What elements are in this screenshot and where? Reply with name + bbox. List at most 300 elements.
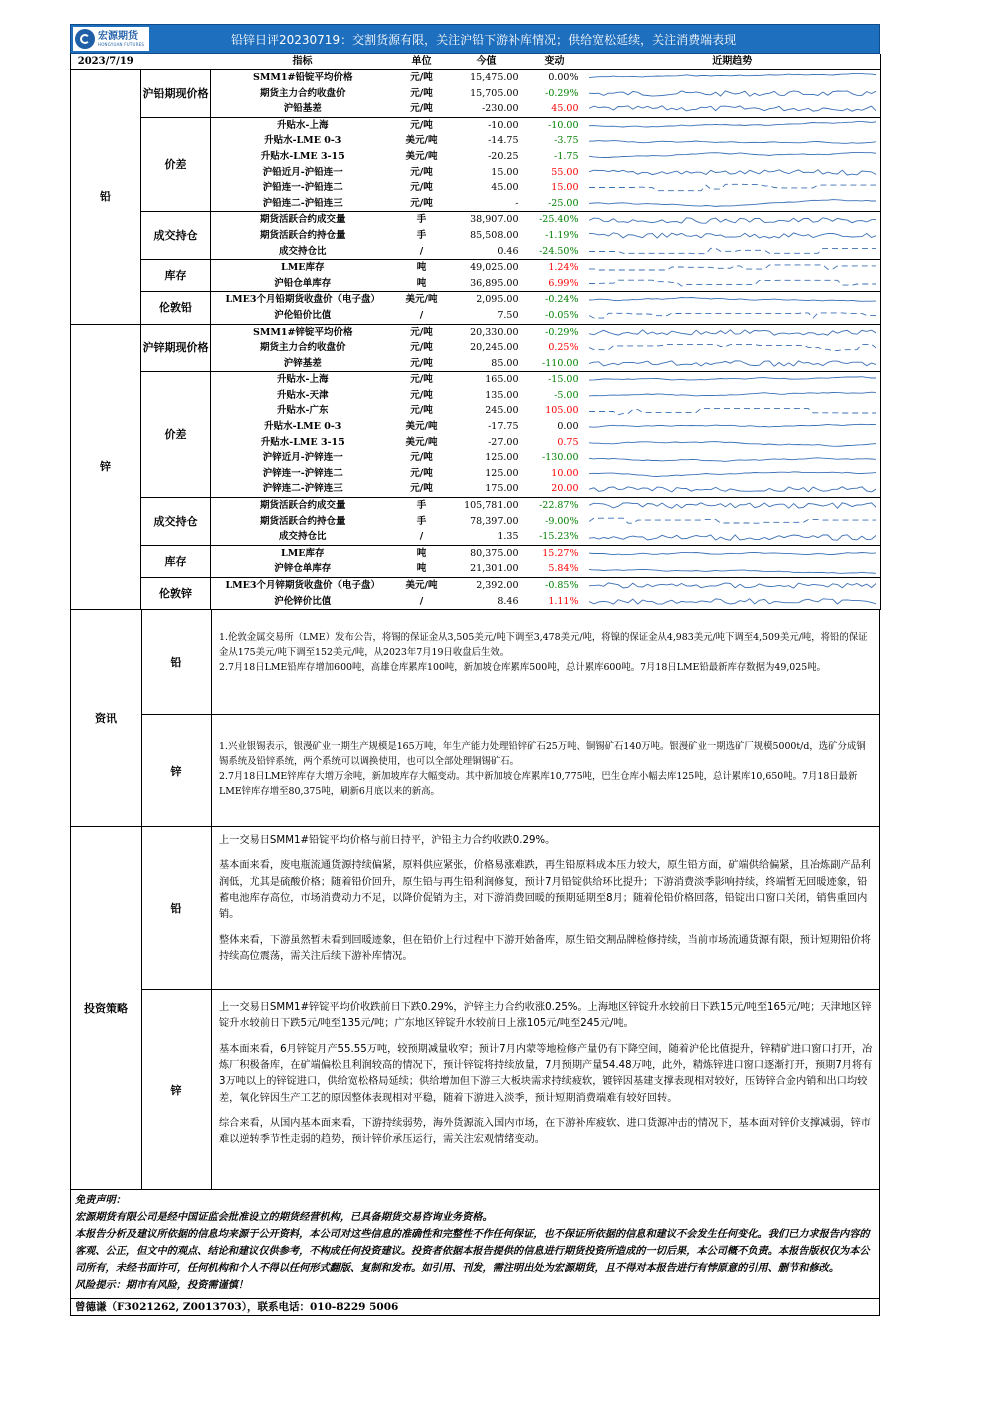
trend-sparkline (589, 213, 877, 228)
unit-cell: 元/吨 (410, 166, 433, 178)
indicator-name: 升贴水-LME 0-3 (264, 421, 342, 433)
trend-sparkline (589, 498, 877, 513)
disclaimer-line: 风险提示：期市有风险，投资需谨慎！ (75, 1280, 249, 1292)
today-value: 135.00 (485, 389, 519, 401)
unit-cell: 元/吨 (395, 356, 449, 372)
trend-sparkline (589, 101, 877, 116)
sparkline-line (589, 425, 877, 428)
today-value: - (449, 196, 525, 212)
unit-cell: 元/吨 (410, 405, 433, 417)
trend-sparkline (589, 466, 877, 481)
col-change: 变动 (525, 54, 585, 70)
trend-sparkline (589, 419, 877, 434)
strategy-lead-label: 铅 (141, 827, 212, 989)
trend-cell (585, 356, 881, 372)
trend-cell (585, 481, 881, 497)
unit-cell: / (395, 529, 449, 545)
strategy-section (70, 827, 880, 1190)
unit-cell: 元/吨 (410, 72, 433, 83)
sparkline-line (589, 361, 877, 366)
unit-cell: / (395, 594, 449, 610)
table-row (71, 545, 881, 561)
sparkline-line (589, 74, 877, 78)
sparkline-line (589, 472, 877, 477)
trend-cell (585, 388, 881, 404)
category-label: 库存 (141, 260, 211, 292)
indicator-name: LME3个月锌期货收盘价（电子盘） (225, 580, 381, 591)
trend-sparkline (589, 578, 877, 593)
indicator-name: 期货主力合约收盘价 (259, 87, 346, 99)
report-sheet (70, 24, 880, 1316)
metal-label: 铅 (71, 70, 141, 325)
sparkline-line (589, 200, 877, 207)
indicator-name: 期货主力合约收盘价 (259, 342, 346, 354)
trend-cell (585, 86, 881, 102)
today-value: 2,392.00 (476, 580, 519, 591)
category-label: 库存 (141, 545, 211, 577)
today-value: 7.50 (449, 308, 525, 324)
trend-sparkline (589, 530, 877, 545)
today-value: 105,781.00 (464, 500, 519, 512)
trend-sparkline (589, 149, 877, 164)
change-value: 1.24% (548, 262, 579, 274)
sparkline-line (589, 457, 877, 461)
column-header-row (71, 54, 881, 70)
unit-cell: 美元/吨 (405, 294, 438, 306)
indicator-name: 升贴水-天津 (277, 389, 329, 401)
trend-cell (585, 196, 881, 212)
sparkline-line (589, 280, 877, 286)
indicator-name: 期货活跃合约成交量 (259, 214, 346, 226)
report-date: 2023/7/19 (71, 54, 141, 70)
trend-cell (585, 578, 881, 594)
change-value: 15.00 (551, 182, 579, 194)
today-value: 8.46 (449, 594, 525, 610)
sparkline-line (589, 534, 877, 539)
trend-sparkline (589, 118, 877, 133)
sparkline-line (589, 408, 877, 414)
unit-cell: / (395, 308, 449, 324)
trend-sparkline (589, 325, 877, 340)
today-value: 38,907.00 (470, 214, 519, 226)
today-value: -20.25 (488, 150, 519, 162)
table-row (71, 117, 881, 133)
unit-cell: 元/吨 (410, 467, 433, 479)
unit-cell: 元/吨 (410, 342, 433, 354)
indicator-name: 成交持仓比 (211, 244, 395, 260)
sparkline-line (589, 503, 877, 508)
data-table (70, 54, 881, 610)
indicator-name: 沪锌连一-沪锌连二 (262, 467, 343, 479)
today-value: -14.75 (488, 135, 519, 147)
category-label: 价差 (141, 372, 211, 498)
today-value: 15,475.00 (470, 72, 519, 83)
news-zinc (141, 715, 879, 826)
indicator-name: 期货活跃合约持仓量 (259, 229, 346, 241)
change-value: 105.00 (545, 405, 579, 417)
unit-cell: 元/吨 (395, 196, 449, 212)
sparkline-line (589, 330, 877, 335)
trend-sparkline (589, 180, 877, 195)
report-title: 铅锌日评20230719：交割货源有限，关注沪铅下游补库情况；供给宽松延续，关注消费端表现 (231, 33, 737, 47)
trend-sparkline (589, 388, 877, 403)
strategy-paragraph: 基本面来看，6月锌锭月产55.55万吨，较预期减量收窄；预计7月内蒙等地检修产量仍有下降空间，随着沪伦比值提升，锌精矿进口窗口打开，冶炼厂积极备库，在矿端偏松且利润较高的情况下，预计锌锭将持续放量，7月预期产量54.48万吨，此外，精炼锌进口窗口逐渐打开，预期7月将有3万吨以上的锌锭进口，供给宽松格局延续；供给增加但下游三大板块需求持续疲软，镀锌因基建支撑表现相对较好，压铸锌合金内销和出口均较差，氧化锌因生产工艺的原因整体表现相对平稳，随着下游进入淡季，预计短期消费端难有较好回转。 (219, 1043, 873, 1104)
sparkline-line (589, 553, 877, 555)
unit-cell: 吨 (416, 262, 427, 274)
today-value: 85.00 (449, 356, 525, 372)
disclaimer-line: 本报告分析及建议所依据的信息均来源于公开资料，本公司对这些信息的准确性和完整性不作任何保证，也不保证所依据的信息和建议不会发生任何变化。我们已力求报告内容的客观、公正，但文中的观点、结论和建议仅供参考，不构成任何投资建议。投资者依据本报告提供的信息进行期货投资所造成的一切后果，本公司概不负责。本报告版权仅为本公司所有，未经书面许可，任何机构和个人不得以任何形式翻版、复制和发布。如引用、刊发，需注明出处为宏源期货，且不得对本报告进行有悖原意的引用、删节和修改。 (75, 1229, 870, 1275)
today-value: 15,705.00 (470, 87, 519, 99)
news-item: 1.兴业银锡表示，银漫矿业一期生产规模是165万吨，年生产能力处理铅锌矿石25万吨、铜锡矿石140万吨。银漫矿业一期选矿厂规模5000t/d，选矿分成铜锡系统及铅锌系统，两个系统可以调换使用，也可以全部处理铜锡矿石。 (219, 741, 866, 768)
indicator-name: 沪铅连一-沪铅连二 (262, 182, 343, 194)
indicator-name: 期货活跃合约成交量 (259, 500, 346, 512)
unit-cell: 元/吨 (410, 87, 433, 99)
unit-cell: 手 (416, 515, 427, 527)
table-row (71, 324, 881, 340)
change-value: -15.00 (548, 374, 579, 386)
change-value: 15.27% (542, 547, 579, 559)
unit-cell: 美元/吨 (405, 150, 438, 162)
trend-cell (585, 419, 881, 435)
change-value: -0.24% (545, 294, 579, 306)
sparkline-line (589, 140, 877, 143)
indicator-name: LME库存 (281, 547, 325, 559)
news-lead (141, 610, 879, 715)
trend-cell (585, 101, 881, 117)
table-row (71, 372, 881, 388)
today-value: 1.35 (449, 529, 525, 545)
unit-cell: 元/吨 (410, 452, 433, 464)
trend-sparkline (589, 70, 877, 85)
trend-cell (585, 594, 881, 610)
indicator-name: 沪锌近月-沪锌连一 (262, 452, 343, 464)
change-value: 0.00% (548, 72, 579, 83)
trend-cell (585, 165, 881, 181)
indicator-name: 沪锌连二-沪锌连三 (211, 481, 395, 497)
trend-sparkline (589, 228, 877, 243)
sparkline-line (589, 313, 877, 318)
category-label: 伦敦锌 (141, 578, 211, 610)
trend-cell (585, 292, 881, 308)
indicator-name: 升贴水-LME 3-15 (260, 436, 345, 448)
trend-sparkline (589, 308, 877, 323)
trend-cell (585, 228, 881, 244)
trend-sparkline (589, 562, 877, 577)
unit-cell: 元/吨 (410, 182, 433, 194)
indicator-name: 沪伦铅价比值 (211, 308, 395, 324)
sparkline-line (589, 233, 877, 238)
today-value: 20,330.00 (470, 326, 519, 338)
indicator-name: 沪铅仓单库存 (211, 276, 395, 292)
trend-cell (585, 180, 881, 196)
unit-cell: / (395, 244, 449, 260)
indicator-name: SMM1#锌锭平均价格 (253, 326, 353, 338)
category-label: 沪铅期现价格 (141, 70, 211, 118)
trend-cell (585, 340, 881, 356)
indicator-name: 升贴水-LME 0-3 (264, 135, 342, 147)
today-value: 36,895.00 (449, 276, 525, 292)
today-value: 80,375.00 (470, 547, 519, 559)
indicator-name: LME库存 (281, 262, 325, 274)
trend-sparkline (589, 594, 877, 609)
today-value: 45.00 (491, 182, 519, 194)
today-value: 15.00 (491, 166, 519, 178)
change-value: -0.85% (545, 580, 579, 591)
indicator-name: 期货活跃合约持仓量 (259, 515, 346, 527)
trend-sparkline (589, 546, 877, 561)
sparkline-line (589, 569, 877, 573)
analyst-contact: 曾德谦（F3021262, Z0013703），联系电话：010-8229 5006 (70, 1299, 880, 1316)
unit-cell: 元/吨 (410, 374, 433, 386)
trend-sparkline (589, 134, 877, 149)
trend-cell (585, 244, 881, 260)
col-indicator: 指标 (211, 54, 395, 70)
sparkline-line (589, 376, 877, 379)
strategy-paragraph: 基本面来看，废电瓶流通货源持续偏紧，原料供应紧张，价格易涨难跌，再生铅原料成本压力较大，原生铅方面，矿端供给偏紧，且冶炼副产品利润低，尤其是硫酸价格；随着铅价回升，原生铅与再生铅利润修复，预计7月铅锭供给环比提升；下游消费淡季影响持续，终端暂无回暖迹象，铅蓄电池库存高位，市场消费动力不足，以降价促销为主，对下游消费回暖的预期延期至8月；随着伦铅价格回落，铅锭出口窗口关闭，销售重回内销。 (219, 860, 871, 921)
trend-sparkline (589, 293, 877, 308)
trend-sparkline (589, 435, 877, 450)
trend-cell (585, 545, 881, 561)
unit-cell: 吨 (395, 561, 449, 577)
news-item: 2.7月18日LME锌库存大增万余吨，新加坡库存大幅变动。其中新加坡仓库累库10,775吨，巴生仓库小幅去库125吨，总计累库10,650吨。7月18日最新LME锌库存增至80,375吨，刷新6月底以来的新高。 (219, 771, 858, 798)
unit-cell: 美元/吨 (405, 135, 438, 147)
trend-sparkline (589, 340, 877, 355)
today-value: -27.00 (488, 436, 519, 448)
category-label: 沪锌期现价格 (141, 324, 211, 372)
trend-cell (585, 403, 881, 419)
trend-cell (585, 149, 881, 165)
trend-cell (585, 260, 881, 276)
table-row (71, 70, 881, 86)
change-value: -25.40% (539, 214, 579, 226)
unit-cell: 美元/吨 (405, 421, 438, 433)
indicator-name: 沪铅连二-沪铅连三 (211, 196, 395, 212)
indicator-name: 沪铅基差 (211, 101, 395, 117)
today-value: 0.46 (449, 244, 525, 260)
table-row (71, 578, 881, 594)
indicator-name: 成交持仓比 (211, 529, 395, 545)
today-value: 165.00 (485, 374, 519, 386)
today-value: 175.00 (449, 481, 525, 497)
today-value: 21,301.00 (449, 561, 525, 577)
unit-cell: 美元/吨 (405, 580, 438, 591)
trend-cell (585, 70, 881, 86)
sparkline-line (589, 392, 877, 396)
unit-cell: 吨 (416, 547, 427, 559)
strategy-paragraph: 上一交易日SMM1#锌锭平均价收跌前日下跌0.29%，沪锌主力合约收涨0.25%。上海地区锌锭升水较前日下跌15元/吨至165元/吨；天津地区锌锭升水较前日下跌5元/吨至135元/吨；广东地区锌锭升水较前日上涨105元/吨至245元/吨。 (219, 1002, 872, 1030)
table-row (71, 260, 881, 276)
trend-sparkline (589, 165, 877, 180)
sparkline-line (589, 248, 877, 253)
trend-cell (585, 133, 881, 149)
unit-cell: 手 (416, 214, 427, 226)
trend-sparkline (589, 373, 877, 388)
indicator-name: 沪锌基差 (211, 356, 395, 372)
trend-sparkline (589, 356, 877, 371)
trend-sparkline (589, 244, 877, 259)
news-section (70, 610, 880, 827)
news-lead-label: 铅 (141, 610, 212, 714)
sparkline-line (589, 297, 877, 301)
col-unit: 单位 (395, 54, 449, 70)
today-value: 85,508.00 (470, 229, 519, 241)
change-value: -15.23% (525, 529, 585, 545)
logo-name-en: HONGYUAN FUTURES (98, 41, 145, 47)
trend-cell (585, 276, 881, 292)
change-value: 0.25% (548, 342, 579, 354)
col-trend: 近期趋势 (585, 54, 881, 70)
category-label: 成交持仓 (141, 498, 211, 546)
disclaimer (70, 1190, 880, 1299)
change-value: -0.05% (525, 308, 585, 324)
company-logo (73, 27, 149, 51)
category-label: 成交持仓 (141, 212, 211, 260)
trend-sparkline (589, 260, 877, 275)
news-zinc-label: 锌 (141, 715, 212, 826)
trend-sparkline (589, 482, 877, 497)
today-value: 125.00 (485, 467, 519, 479)
change-value: -9.00% (545, 515, 579, 527)
change-value: 0.00 (557, 421, 579, 433)
indicator-name: 沪铅近月-沪铅连一 (262, 166, 343, 178)
today-value: -230.00 (449, 101, 525, 117)
today-value: 245.00 (485, 405, 519, 417)
indicator-name: LME3个月铅期货收盘价（电子盘） (225, 294, 381, 306)
change-value: -22.87% (539, 500, 579, 512)
trend-cell (585, 212, 881, 228)
unit-cell: 美元/吨 (405, 436, 438, 448)
today-value: 78,397.00 (470, 515, 519, 527)
sparkline-line (589, 265, 877, 270)
change-value: -24.50% (525, 244, 585, 260)
news-item: 1.伦敦金属交易所（LME）发布公告，将锡的保证金从3,505美元/吨下调至3,478美元/吨，将镍的保证金从4,983美元/吨下调至4,509美元/吨，将铅的保证金从175美元/吨下调至152美元/吨，从2023年7月19日收盘后生效。 (219, 632, 868, 659)
change-value: 1.11% (525, 594, 585, 610)
strategy-paragraph: 整体来看，下游虽然暂未看到回暖迹象，但在铅价上行过程中下游开始备库，原生铅交割品牌检修持续，当前市场流通货源有限，预计短期铅价将持续高位震荡，需关注后续下游补库情况。 (219, 934, 871, 962)
strategy-zinc (141, 990, 879, 1189)
today-value: -17.75 (488, 421, 519, 433)
indicator-name: 升贴水-上海 (277, 119, 329, 131)
trend-cell (585, 466, 881, 482)
sparkline-line (589, 487, 877, 492)
trend-cell (585, 514, 881, 530)
trend-sparkline (589, 276, 877, 291)
sparkline-line (589, 442, 877, 447)
sparkline-line (589, 185, 877, 191)
col-today: 今值 (449, 54, 525, 70)
sparkline-line (589, 122, 877, 127)
trend-cell (585, 308, 881, 324)
indicator-name: 升贴水-LME 3-15 (260, 150, 345, 162)
trend-cell (585, 372, 881, 388)
table-row (71, 292, 881, 308)
trend-sparkline (589, 196, 877, 211)
change-value: -0.29% (545, 326, 579, 338)
unit-cell: 元/吨 (395, 481, 449, 497)
news-label: 资讯 (71, 610, 142, 826)
report-header (70, 24, 880, 54)
change-value: -0.29% (545, 87, 579, 99)
today-value: 2,095.00 (476, 294, 519, 306)
table-row (71, 212, 881, 228)
trend-sparkline (589, 451, 877, 466)
change-value: -1.19% (545, 229, 579, 241)
today-value: -10.00 (488, 119, 519, 131)
change-value: 6.99% (525, 276, 585, 292)
sparkline-line (589, 91, 877, 96)
trend-sparkline (589, 86, 877, 101)
indicator-name: 升贴水-广东 (277, 405, 329, 417)
trend-cell (585, 450, 881, 466)
sparkline-line (589, 153, 877, 158)
strategy-paragraph: 上一交易日SMM1#铅锭平均价格与前日持平，沪铅主力合约收跌0.29%。 (219, 835, 556, 847)
change-value: -130.00 (542, 452, 579, 464)
trend-cell (585, 498, 881, 514)
sparkline-line (589, 583, 877, 588)
trend-cell (585, 324, 881, 340)
change-value: -1.75 (554, 150, 579, 162)
strategy-zinc-label: 锌 (141, 990, 212, 1189)
change-value: -5.00 (554, 389, 579, 401)
sparkline-line (589, 106, 877, 111)
sparkline-line (589, 170, 877, 175)
change-value: 0.75 (557, 436, 579, 448)
sparkline-line (589, 345, 877, 351)
trend-sparkline (589, 514, 877, 529)
category-label: 价差 (141, 117, 211, 212)
unit-cell: 元/吨 (410, 119, 433, 131)
disclaimer-line: 宏源期货有限公司是经中国证监会批准设立的期货经营机构，已具备期货交易咨询业务资格。 (75, 1212, 493, 1224)
change-value: 20.00 (525, 481, 585, 497)
trend-cell (585, 561, 881, 577)
logo-mark-icon (75, 29, 95, 49)
change-value: -10.00 (548, 119, 579, 131)
change-value: 45.00 (525, 101, 585, 117)
trend-sparkline (589, 404, 877, 419)
sparkline-line (589, 518, 877, 523)
indicator-name: 沪伦锌价比值 (211, 594, 395, 610)
strategy-lead (141, 827, 879, 990)
logo-name: 宏源期货 (98, 30, 138, 42)
unit-cell: 元/吨 (410, 389, 433, 401)
trend-cell (585, 435, 881, 451)
unit-cell: 手 (416, 500, 427, 512)
unit-cell: 吨 (395, 276, 449, 292)
unit-cell: 元/吨 (395, 101, 449, 117)
strategy-paragraph: 综合来看，从国内基本面来看，下游持续弱势，海外货源流入国内市场，在下游补库疲软、进口货源冲击的情况下，基本面对锌价支撑减弱，锌市难以逆转季节性走弱的趋势，预计锌价承压运行，需关注宏观情绪变动。 (219, 1117, 871, 1146)
sparkline-line (589, 599, 877, 604)
today-value: 125.00 (485, 452, 519, 464)
indicator-name: 沪锌仓单库存 (211, 561, 395, 577)
indicator-name: SMM1#铅锭平均价格 (253, 72, 353, 83)
news-item: 2.7月18日LME铅库存增加600吨，高雄仓库累库100吨，新加坡仓库累库500吨，总计累库600吨。7月18日LME铅最新库存数据为49,025吨。 (219, 662, 826, 674)
category-label: 伦敦铅 (141, 292, 211, 324)
trend-cell (585, 529, 881, 545)
unit-cell: 手 (416, 229, 427, 241)
sparkline-line (589, 217, 877, 222)
table-row (71, 498, 881, 514)
change-value: 55.00 (551, 166, 579, 178)
trend-cell (585, 117, 881, 133)
change-value: -25.00 (525, 196, 585, 212)
change-value: 5.84% (525, 561, 585, 577)
disclaimer-title: 免责声明： (75, 1195, 126, 1207)
change-value: -3.75 (554, 135, 579, 147)
strategy-label: 投资策略 (71, 827, 142, 1189)
today-value: 20,245.00 (470, 342, 519, 354)
change-value: 10.00 (551, 467, 579, 479)
metal-label: 锌 (71, 324, 141, 610)
change-value: -110.00 (525, 356, 585, 372)
